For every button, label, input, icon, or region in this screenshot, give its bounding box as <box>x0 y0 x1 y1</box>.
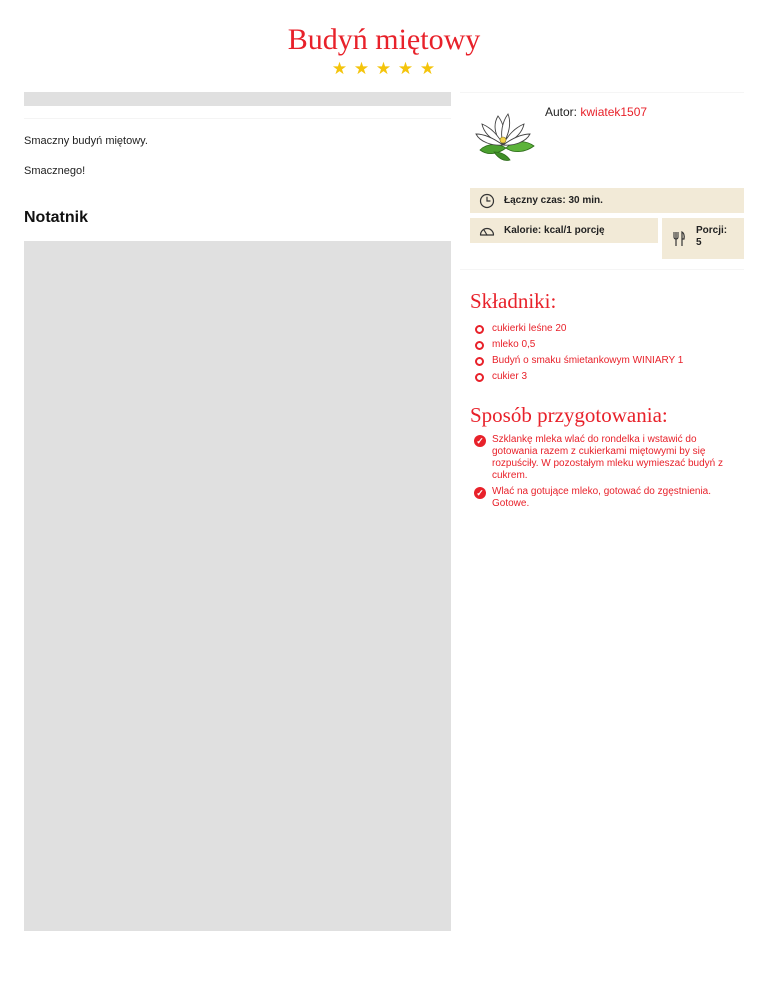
ingredient-item <box>474 353 683 369</box>
step-text: Wlać na gotujące mleko, gotować do zgęstnienia. Gotowe. <box>492 486 712 509</box>
star-icon: ★ <box>353 59 371 78</box>
star-icon: ★ <box>331 59 349 78</box>
servings-value: 5 <box>696 237 702 248</box>
notes-title: Notatnik <box>24 209 88 226</box>
total-time-box <box>470 188 744 213</box>
ingredient-item <box>474 369 683 385</box>
ingredients-list <box>474 321 683 385</box>
preparation-step <box>474 486 744 510</box>
star-icon: ★ <box>375 59 393 78</box>
calories: Kalorie: kcal/1 porcję <box>504 225 605 236</box>
calories-box <box>470 218 658 243</box>
ingredients-title: Składniki: <box>470 289 557 313</box>
total-time: Łączny czas: 30 min. <box>504 195 603 206</box>
star-icon: ★ <box>397 59 415 78</box>
cutlery-icon <box>672 231 686 247</box>
ring-bullet-icon <box>475 373 484 382</box>
preparation-title: Sposób przygotowania: <box>470 403 668 427</box>
recipe-title: Budyń miętowy <box>287 23 481 56</box>
recipe-description: Smaczny budyń miętowy. <box>24 135 148 147</box>
preparation-step <box>474 434 744 482</box>
preparation-list <box>474 434 744 514</box>
clock-icon <box>479 193 495 209</box>
star-icon: ★ <box>419 59 437 78</box>
servings-box <box>662 218 744 259</box>
author-link[interactable]: kwiatek1507 <box>580 105 648 119</box>
check-circle-icon: ✓ <box>474 435 486 447</box>
servings-label: Porcji: <box>696 225 728 236</box>
ingredient-item <box>474 337 683 353</box>
step-text: Szklankę mleka wlać do rondelka i wstawić do gotowania razem z cukierkami miętowymi by się rozpuściły. W pozostałym mleku wymieszać budyń z cukrem. <box>492 434 723 481</box>
ring-bullet-icon <box>475 325 484 334</box>
servings <box>696 225 740 249</box>
notes-area[interactable] <box>24 241 451 931</box>
ring-bullet-icon <box>475 357 484 366</box>
check-circle-icon: ✓ <box>474 487 486 499</box>
gauge-icon <box>479 223 495 239</box>
author-label: Autor: <box>545 105 578 119</box>
author-avatar <box>468 104 538 164</box>
ingredient-item <box>474 321 683 337</box>
divider <box>24 118 451 119</box>
ingredient-text: cukierki leśne 20 <box>492 323 567 334</box>
image-placeholder <box>24 92 451 106</box>
ingredient-text: Budyń o smaku śmietankowym WINIARY 1 <box>492 355 684 366</box>
ingredient-text: mleko 0,5 <box>492 339 536 350</box>
ring-bullet-icon <box>475 341 484 350</box>
author-line <box>545 105 647 119</box>
recipe-greeting: Smacznego! <box>24 165 86 177</box>
rating-stars <box>0 60 768 78</box>
ingredient-text: cukier 3 <box>492 371 528 382</box>
